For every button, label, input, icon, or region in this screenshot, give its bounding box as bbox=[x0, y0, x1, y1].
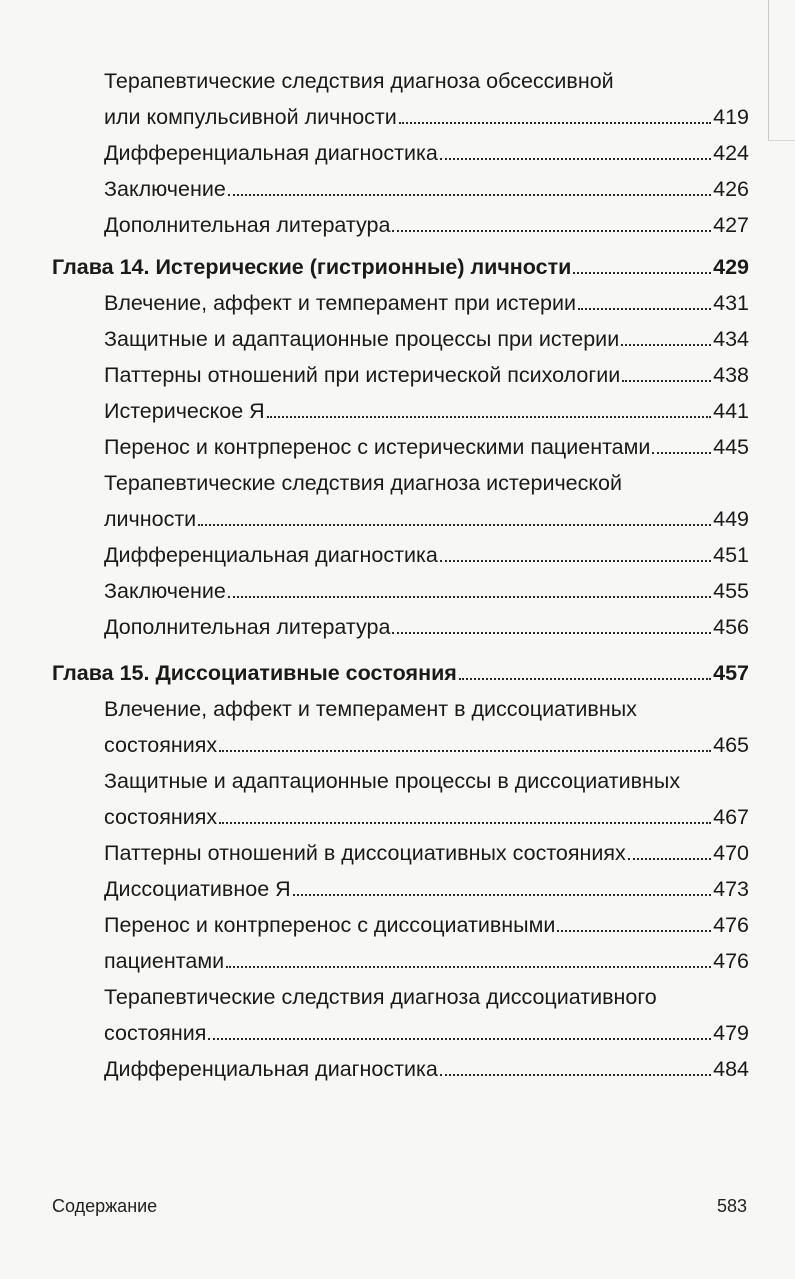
toc-entry bbox=[52, 686, 749, 722]
toc-entry-page: 476 bbox=[713, 949, 749, 973]
dot-leader bbox=[399, 122, 711, 124]
toc-entry bbox=[52, 202, 749, 238]
dot-leader bbox=[557, 930, 711, 932]
toc-entry bbox=[52, 496, 749, 532]
toc-entry-title: Влечение, аффект и темперамент в диссоциативных bbox=[104, 697, 637, 721]
toc-entry-title: состояния bbox=[104, 1021, 207, 1045]
toc-entry-page: 431 bbox=[713, 291, 749, 315]
toc-entry-page: 438 bbox=[713, 363, 749, 387]
toc-entry-page: 441 bbox=[713, 399, 749, 423]
toc-entry bbox=[52, 280, 749, 316]
toc-entry bbox=[52, 568, 749, 604]
dot-leader bbox=[226, 966, 711, 968]
toc-entry-page: 465 bbox=[713, 733, 749, 757]
toc-entry bbox=[52, 1046, 749, 1082]
toc-entry-page: 426 bbox=[713, 177, 749, 201]
toc-entry bbox=[52, 1010, 749, 1046]
toc-entry bbox=[52, 758, 749, 794]
toc-entry bbox=[52, 532, 749, 568]
dot-leader bbox=[208, 1038, 711, 1040]
toc-entry bbox=[52, 424, 749, 460]
toc-entry-title: Диссоциативное Я bbox=[104, 877, 291, 901]
toc-entry-title: Паттерны отношений в диссоциативных состояниях bbox=[104, 841, 626, 865]
toc-entry-title: Глава 15. Диссоциативные состояния bbox=[52, 661, 457, 685]
toc-entry-title: Перенос и контрперенос с диссоциативными bbox=[104, 913, 556, 937]
toc-entry-page: 427 bbox=[713, 213, 749, 237]
toc-entry-page: 455 bbox=[713, 579, 749, 603]
dot-leader bbox=[440, 158, 711, 160]
toc-entry-page: 479 bbox=[713, 1021, 749, 1045]
toc-entry-title: или компульсивной личности bbox=[104, 105, 397, 129]
dot-leader bbox=[459, 678, 711, 680]
toc-entry bbox=[52, 388, 749, 424]
toc-entry-title: Перенос и контрперенос с истерическими пациентами bbox=[104, 435, 651, 459]
toc-entry bbox=[52, 722, 749, 758]
page-number: 583 bbox=[716, 1196, 747, 1216]
dot-leader bbox=[573, 272, 711, 274]
toc-entry bbox=[52, 94, 749, 130]
toc-entry bbox=[52, 938, 749, 974]
toc-entry-page: 434 bbox=[713, 327, 749, 351]
toc-entry bbox=[52, 316, 749, 352]
toc-chapter-entry bbox=[52, 244, 749, 280]
toc-entry-page: 457 bbox=[713, 661, 749, 685]
toc-entry-page: 470 bbox=[713, 841, 749, 865]
toc-entry-page: 456 bbox=[713, 615, 749, 639]
toc-entry bbox=[52, 58, 749, 94]
toc-entry-title: Защитные и адаптационные процессы при истерии bbox=[104, 327, 620, 351]
dot-leader bbox=[293, 894, 711, 896]
toc-entry-title: личности bbox=[104, 507, 197, 531]
dot-leader bbox=[628, 858, 711, 860]
toc-entry bbox=[52, 794, 749, 830]
toc-entry bbox=[52, 974, 749, 1010]
toc-entry-page: 445 bbox=[713, 435, 749, 459]
dot-leader bbox=[621, 344, 711, 346]
toc-entry bbox=[52, 166, 749, 202]
toc-entry-title: состояниях bbox=[104, 805, 218, 829]
toc-entry-page: 473 bbox=[713, 877, 749, 901]
dot-leader bbox=[392, 230, 711, 232]
toc-entry bbox=[52, 604, 749, 640]
toc-entry-title: Дифференциальная диагностика bbox=[104, 141, 438, 165]
dot-leader bbox=[578, 308, 711, 310]
toc-entry-page: 424 bbox=[713, 141, 749, 165]
toc-entry-title: Терапевтические следствия диагноза обсессивной bbox=[104, 69, 614, 93]
toc-entry bbox=[52, 866, 749, 902]
toc-entry-title: Влечение, аффект и темперамент при истерии bbox=[104, 291, 576, 315]
dot-leader bbox=[622, 380, 711, 382]
toc-entry-title: Истерическое Я bbox=[104, 399, 265, 423]
toc-entry-page: 451 bbox=[713, 543, 749, 567]
toc-entry-title: Дифференциальная диагностика bbox=[104, 1057, 438, 1081]
toc-entry-page: 484 bbox=[713, 1057, 749, 1081]
page-footer bbox=[52, 1196, 747, 1217]
toc-entry-title: состояниях bbox=[104, 733, 218, 757]
toc-entry bbox=[52, 130, 749, 166]
toc-entry-title: Защитные и адаптационные процессы в диссоциативных bbox=[104, 769, 681, 793]
dot-leader bbox=[198, 524, 711, 526]
toc-entry-page: 476 bbox=[713, 913, 749, 937]
toc-entry-page: 429 bbox=[713, 255, 749, 279]
dot-leader bbox=[652, 452, 711, 454]
toc-chapter-entry bbox=[52, 650, 749, 686]
toc-entry-page: 449 bbox=[713, 507, 749, 531]
toc-entry bbox=[52, 460, 749, 496]
toc-entry-title: Заключение bbox=[104, 579, 226, 603]
page-edge-line bbox=[768, 0, 769, 140]
toc-entry bbox=[52, 830, 749, 866]
toc-entry bbox=[52, 902, 749, 938]
toc-entry-page: 467 bbox=[713, 805, 749, 829]
dot-leader bbox=[219, 750, 711, 752]
table-of-contents bbox=[52, 58, 749, 1082]
toc-entry-title: Дополнительная литература bbox=[104, 213, 391, 237]
toc-entry-title: Глава 14. Истерические (гистрионные) личности bbox=[52, 255, 572, 279]
toc-entry-title: Дифференциальная диагностика bbox=[104, 543, 438, 567]
dot-leader bbox=[440, 560, 711, 562]
dot-leader bbox=[267, 416, 711, 418]
dot-leader bbox=[440, 1074, 711, 1076]
dot-leader bbox=[219, 822, 711, 824]
dot-leader bbox=[228, 596, 711, 598]
dot-leader bbox=[228, 194, 711, 196]
toc-entry bbox=[52, 352, 749, 388]
toc-entry-title: Паттерны отношений при истерической психологии bbox=[104, 363, 621, 387]
dot-leader bbox=[392, 632, 711, 634]
toc-entry-title: Дополнительная литература bbox=[104, 615, 391, 639]
toc-entry-title: Заключение bbox=[104, 177, 226, 201]
toc-entry-title: пациентами bbox=[104, 949, 225, 973]
page-edge-line bbox=[768, 140, 795, 141]
toc-entry-title: Терапевтические следствия диагноза истерической bbox=[104, 471, 622, 495]
toc-entry-title: Терапевтические следствия диагноза диссоциативного bbox=[104, 985, 657, 1009]
toc-entry-page: 419 bbox=[713, 105, 749, 129]
running-footer-title: Содержание bbox=[52, 1196, 158, 1216]
